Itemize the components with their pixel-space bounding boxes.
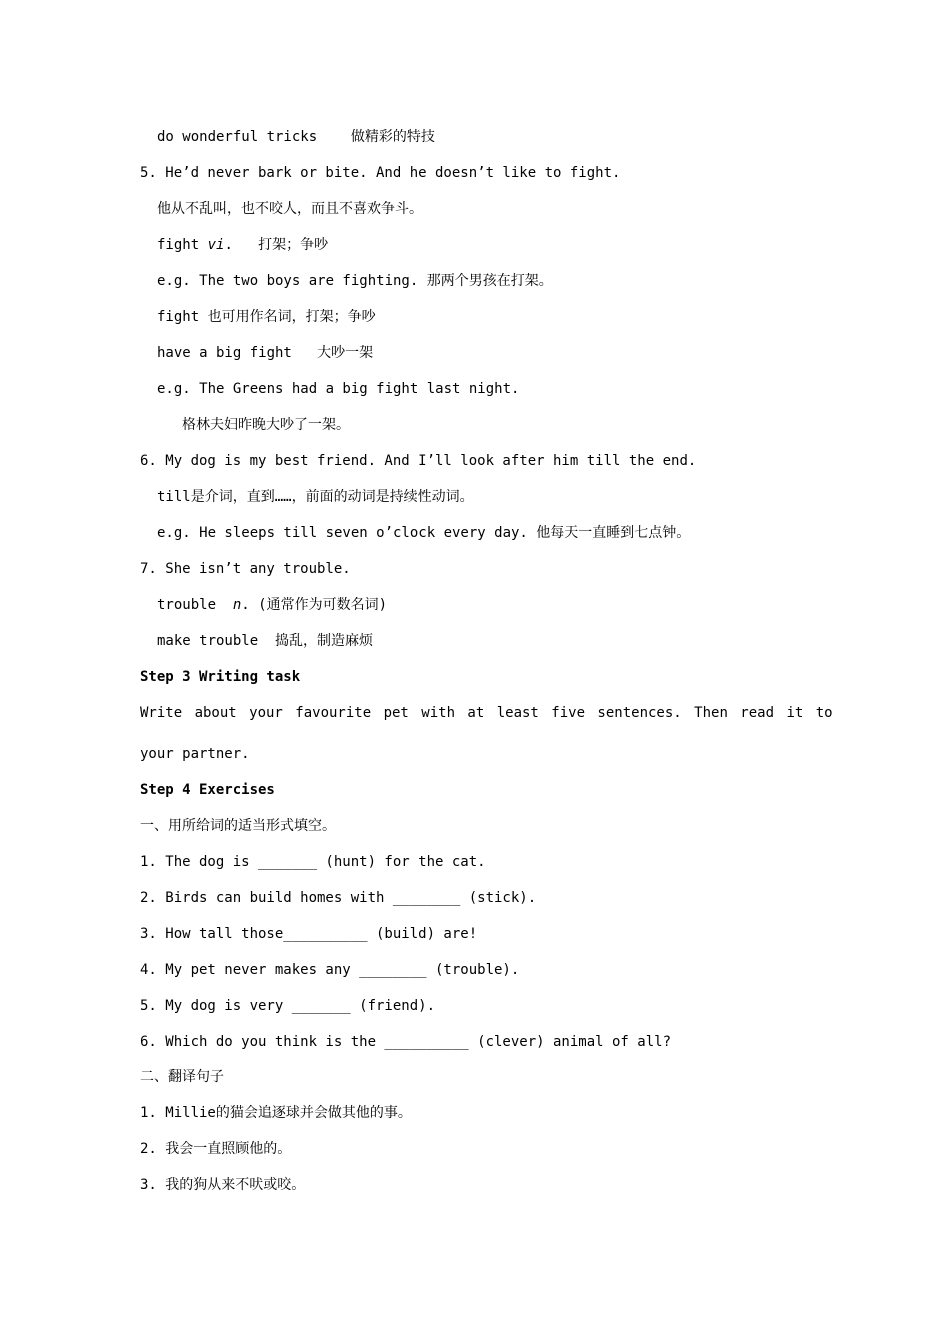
- text-line: [140, 559, 351, 579]
- exercise-item: [140, 852, 486, 872]
- text-segment: 3. 我的狗从来不吠或咬。: [140, 1177, 306, 1193]
- exercise-item: [140, 996, 435, 1016]
- text-segment: Write about your favourite pet with at least five sentences. Then read it to: [140, 705, 833, 721]
- text-segment: 二、翻译句子: [140, 1069, 224, 1085]
- text-line: [157, 199, 423, 219]
- exercise-item: [140, 1032, 671, 1052]
- text-segment: 3. How tall those__________ (build) are!: [140, 926, 478, 942]
- text-segment: fight: [157, 237, 208, 253]
- text-segment: 4. My pet never makes any ________ (trouble).: [140, 962, 520, 978]
- section-heading-step3: [140, 667, 300, 687]
- text-segment: 6. My dog is my best friend. And I’ll look after him till the end.: [140, 453, 697, 469]
- text-segment: your partner.: [140, 746, 250, 762]
- text-line: [157, 127, 435, 147]
- exercise-heading-1: [140, 816, 336, 836]
- text-segment: make trouble 捣乱，制造麻烦: [157, 633, 374, 649]
- exercise-item: [140, 1139, 291, 1159]
- text-line: [182, 415, 350, 435]
- text-line: [140, 703, 833, 723]
- text-segment: Step 4 Exercises: [140, 782, 275, 798]
- text-segment: trouble: [157, 597, 233, 613]
- text-segment: 一、用所给词的适当形式填空。: [140, 818, 336, 834]
- text-segment: . 打架；争吵: [224, 237, 329, 253]
- text-segment: Step 3 Writing task: [140, 669, 301, 685]
- text-segment: e.g. The Greens had a big fight last night.: [157, 381, 520, 397]
- text-line: [157, 235, 328, 255]
- text-segment: . (通常作为可数名词): [241, 597, 388, 613]
- text-line: [157, 595, 387, 615]
- text-line: [157, 379, 519, 399]
- text-segment: 2. 我会一直照顾他的。: [140, 1141, 292, 1157]
- text-segment: 5. My dog is very _______ (friend).: [140, 998, 436, 1014]
- text-segment: 格林夫妇昨晚大吵了一架。: [182, 417, 350, 433]
- exercise-item: [140, 888, 536, 908]
- text-segment: 5. He’d never bark or bite. And he doesn’t like to fight.: [140, 165, 621, 181]
- text-segment: 他从不乱叫，也不咬人，而且不喜欢争斗。: [157, 201, 423, 217]
- text-segment: 1. The dog is _______ (hunt) for the cat.: [140, 854, 486, 870]
- section-heading-step4: [140, 780, 275, 800]
- text-segment: 1. Millie的猫会追逐球并会做其他的事。: [140, 1105, 412, 1121]
- exercise-item: [140, 1175, 305, 1195]
- text-line: [157, 307, 376, 327]
- italic-term: n: [232, 597, 242, 613]
- text-line: [157, 523, 690, 543]
- text-line: [157, 343, 373, 363]
- exercise-item: [140, 1103, 412, 1123]
- italic-term: vi: [207, 237, 225, 253]
- exercise-heading-2: [140, 1067, 224, 1087]
- text-segment: fight 也可用作名词，打架；争吵: [157, 309, 376, 325]
- exercise-item: [140, 960, 519, 980]
- text-segment: 7. She isn’t any trouble.: [140, 561, 351, 577]
- text-segment: have a big fight 大吵一架: [157, 345, 374, 361]
- text-segment: 2. Birds can build homes with ________ (stick).: [140, 890, 537, 906]
- exercise-item: [140, 924, 477, 944]
- text-segment: e.g. The two boys are fighting. 那两个男孩在打架。: [157, 273, 553, 289]
- text-segment: e.g. He sleeps till seven o’clock every day. 他每天一直睡到七点钟。: [157, 525, 691, 541]
- text-line: [157, 631, 373, 651]
- text-line: [140, 451, 696, 471]
- text-line: [140, 163, 620, 183]
- text-segment: till是介词，直到……，前面的动词是持续性动词。: [157, 489, 474, 505]
- text-line: [157, 271, 553, 291]
- text-line: [157, 487, 474, 507]
- text-segment: do wonderful tricks 做精彩的特技: [157, 129, 435, 145]
- text-line: [140, 744, 250, 764]
- text-segment: 6. Which do you think is the __________ (clever) animal of all?: [140, 1034, 672, 1050]
